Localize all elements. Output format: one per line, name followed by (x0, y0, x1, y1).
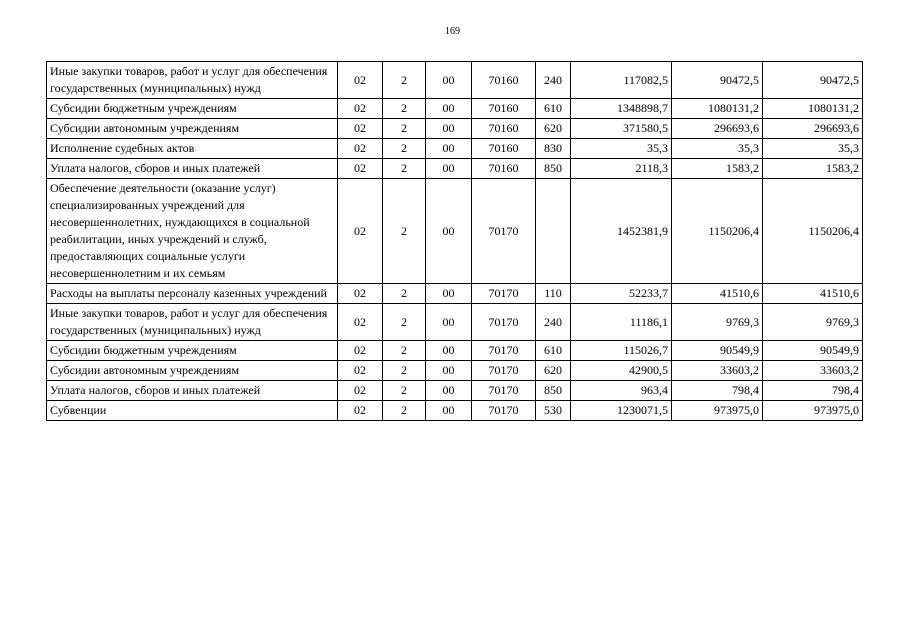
code-subprogram-cell: 00 (426, 159, 472, 179)
row-name-cell: Иные закупки товаров, работ и услуг для обеспечения государственных (муниципальных) нужд (47, 62, 338, 99)
row-name-cell: Субсидии бюджетным учреждениям (47, 341, 338, 361)
code-program-cell: 2 (383, 159, 426, 179)
code-program-cell: 2 (383, 401, 426, 421)
table-row (47, 179, 863, 284)
code-expense-type-cell: 620 (536, 361, 571, 381)
amount-cell-1: 117082,5 (571, 62, 672, 99)
amount-cell-3: 90472,5 (763, 62, 863, 99)
row-name-cell: Субсидии автономным учреждениям (47, 361, 338, 381)
amount-cell-1: 1348898,7 (571, 99, 672, 119)
code-expense-type-cell: 620 (536, 119, 571, 139)
amount-cell-2: 9769,3 (672, 304, 763, 341)
code-program-cell: 2 (383, 341, 426, 361)
amount-cell-1: 2118,3 (571, 159, 672, 179)
table-row (47, 62, 863, 99)
code-program-cell: 2 (383, 139, 426, 159)
code-expense-type-cell: 110 (536, 284, 571, 304)
row-name-cell: Уплата налогов, сборов и иных платежей (47, 381, 338, 401)
amount-cell-3: 33603,2 (763, 361, 863, 381)
table-row (47, 401, 863, 421)
code-section-cell: 02 (338, 62, 383, 99)
code-subprogram-cell: 00 (426, 381, 472, 401)
table-body (47, 62, 863, 421)
amount-cell-3: 973975,0 (763, 401, 863, 421)
code-subprogram-cell: 00 (426, 119, 472, 139)
code-target-cell: 70170 (472, 361, 536, 381)
amount-cell-3: 1080131,2 (763, 99, 863, 119)
table-row (47, 284, 863, 304)
amount-cell-3: 41510,6 (763, 284, 863, 304)
amount-cell-2: 35,3 (672, 139, 763, 159)
code-section-cell: 02 (338, 159, 383, 179)
code-section-cell: 02 (338, 284, 383, 304)
table-row (47, 381, 863, 401)
row-name-cell: Субсидии автономным учреждениям (47, 119, 338, 139)
amount-cell-2: 41510,6 (672, 284, 763, 304)
code-expense-type-cell (536, 179, 571, 284)
code-target-cell: 70160 (472, 159, 536, 179)
table-row (47, 159, 863, 179)
code-section-cell: 02 (338, 361, 383, 381)
amount-cell-2: 33603,2 (672, 361, 763, 381)
amount-cell-1: 963,4 (571, 381, 672, 401)
code-expense-type-cell: 610 (536, 99, 571, 119)
code-target-cell: 70170 (472, 401, 536, 421)
row-name-cell: Субвенции (47, 401, 338, 421)
amount-cell-2: 1150206,4 (672, 179, 763, 284)
code-subprogram-cell: 00 (426, 341, 472, 361)
code-target-cell: 70160 (472, 62, 536, 99)
code-subprogram-cell: 00 (426, 361, 472, 381)
budget-table (46, 61, 863, 421)
code-target-cell: 70170 (472, 304, 536, 341)
amount-cell-3: 1583,2 (763, 159, 863, 179)
code-program-cell: 2 (383, 361, 426, 381)
code-section-cell: 02 (338, 99, 383, 119)
amount-cell-2: 90549,9 (672, 341, 763, 361)
amount-cell-2: 798,4 (672, 381, 763, 401)
code-program-cell: 2 (383, 99, 426, 119)
code-expense-type-cell: 850 (536, 381, 571, 401)
code-expense-type-cell: 240 (536, 304, 571, 341)
amount-cell-2: 90472,5 (672, 62, 763, 99)
code-subprogram-cell: 00 (426, 304, 472, 341)
amount-cell-1: 35,3 (571, 139, 672, 159)
amount-cell-1: 1452381,9 (571, 179, 672, 284)
table-row (47, 341, 863, 361)
code-section-cell: 02 (338, 401, 383, 421)
code-section-cell: 02 (338, 119, 383, 139)
code-subprogram-cell: 00 (426, 99, 472, 119)
code-target-cell: 70160 (472, 99, 536, 119)
table-row (47, 139, 863, 159)
code-program-cell: 2 (383, 381, 426, 401)
amount-cell-3: 35,3 (763, 139, 863, 159)
amount-cell-1: 1230071,5 (571, 401, 672, 421)
code-expense-type-cell: 610 (536, 341, 571, 361)
amount-cell-3: 9769,3 (763, 304, 863, 341)
code-section-cell: 02 (338, 304, 383, 341)
table-row (47, 99, 863, 119)
table-row (47, 361, 863, 381)
row-name-cell: Исполнение судебных актов (47, 139, 338, 159)
amount-cell-2: 1080131,2 (672, 99, 763, 119)
code-target-cell: 70160 (472, 119, 536, 139)
amount-cell-3: 1150206,4 (763, 179, 863, 284)
table-row (47, 119, 863, 139)
amount-cell-3: 296693,6 (763, 119, 863, 139)
code-expense-type-cell: 240 (536, 62, 571, 99)
code-target-cell: 70170 (472, 341, 536, 361)
code-subprogram-cell: 00 (426, 401, 472, 421)
code-program-cell: 2 (383, 304, 426, 341)
page-number: 169 (445, 26, 460, 37)
table-row (47, 304, 863, 341)
code-section-cell: 02 (338, 179, 383, 284)
amount-cell-1: 11186,1 (571, 304, 672, 341)
code-target-cell: 70160 (472, 139, 536, 159)
amount-cell-1: 52233,7 (571, 284, 672, 304)
row-name-cell: Уплата налогов, сборов и иных платежей (47, 159, 338, 179)
amount-cell-1: 115026,7 (571, 341, 672, 361)
code-target-cell: 70170 (472, 381, 536, 401)
code-section-cell: 02 (338, 381, 383, 401)
amount-cell-1: 42900,5 (571, 361, 672, 381)
code-expense-type-cell: 530 (536, 401, 571, 421)
code-subprogram-cell: 00 (426, 62, 472, 99)
code-target-cell: 70170 (472, 179, 536, 284)
code-program-cell: 2 (383, 62, 426, 99)
row-name-cell: Иные закупки товаров, работ и услуг для обеспечения государственных (муниципальных) нужд (47, 304, 338, 341)
amount-cell-2: 973975,0 (672, 401, 763, 421)
code-expense-type-cell: 830 (536, 139, 571, 159)
code-program-cell: 2 (383, 179, 426, 284)
row-name-cell: Субсидии бюджетным учреждениям (47, 99, 338, 119)
code-section-cell: 02 (338, 139, 383, 159)
code-subprogram-cell: 00 (426, 139, 472, 159)
code-program-cell: 2 (383, 119, 426, 139)
amount-cell-2: 1583,2 (672, 159, 763, 179)
code-expense-type-cell: 850 (536, 159, 571, 179)
code-subprogram-cell: 00 (426, 179, 472, 284)
code-section-cell: 02 (338, 341, 383, 361)
row-name-cell: Расходы на выплаты персоналу казенных учреждений (47, 284, 338, 304)
code-subprogram-cell: 00 (426, 284, 472, 304)
amount-cell-2: 296693,6 (672, 119, 763, 139)
row-name-cell: Обеспечение деятельности (оказание услуг) специализированных учреждений для несовершеннолетних, нуждающихся в социальной реабилитации, иных учреждений и служб, предоставляющих социальные услуги несовершеннолетним и их семьям (47, 179, 338, 284)
code-program-cell: 2 (383, 284, 426, 304)
code-target-cell: 70170 (472, 284, 536, 304)
amount-cell-3: 798,4 (763, 381, 863, 401)
amount-cell-3: 90549,9 (763, 341, 863, 361)
amount-cell-1: 371580,5 (571, 119, 672, 139)
